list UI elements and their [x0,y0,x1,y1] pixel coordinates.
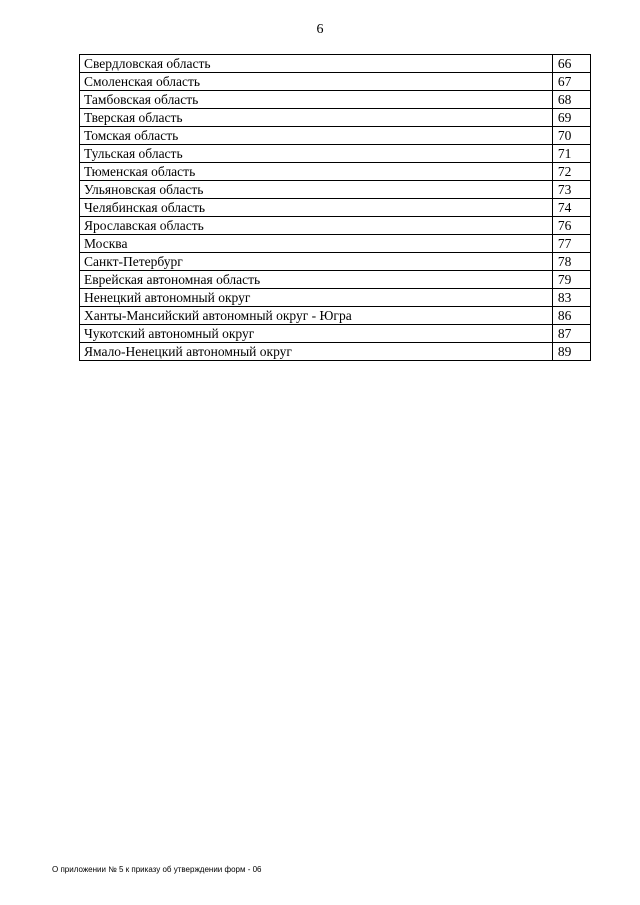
table-row [80,217,591,235]
table-row [80,73,591,91]
table-row [80,235,591,253]
table-row [80,253,591,271]
region-name-cell: Ярославская область [80,217,553,235]
table-row [80,325,591,343]
table-row [80,109,591,127]
region-name-cell: Ненецкий автономный округ [80,289,553,307]
region-code-cell: 68 [552,91,590,109]
region-name-cell: Свердловская область [80,55,553,73]
footer-note: О приложении № 5 к приказу об утверждении форм - 06 [52,865,262,874]
region-code-table [79,54,591,361]
region-name-cell: Челябинская область [80,199,553,217]
region-name-cell: Ханты-Мансийский автономный округ - Югра [80,307,553,325]
region-table-body [80,55,591,361]
region-name-cell: Санкт-Петербург [80,253,553,271]
table-row [80,289,591,307]
region-name-cell: Тверская область [80,109,553,127]
region-code-cell: 73 [552,181,590,199]
region-code-cell: 76 [552,217,590,235]
region-code-cell: 77 [552,235,590,253]
table-row [80,181,591,199]
page-number: 6 [316,22,324,37]
region-name-cell: Ямало-Ненецкий автономный округ [80,343,553,361]
region-name-cell: Томская область [80,127,553,145]
table-row [80,145,591,163]
region-code-cell: 78 [552,253,590,271]
region-code-cell: 72 [552,163,590,181]
region-name-cell: Москва [80,235,553,253]
table-row [80,91,591,109]
region-code-cell: 66 [552,55,590,73]
table-row [80,55,591,73]
table-row [80,271,591,289]
region-name-cell: Чукотский автономный округ [80,325,553,343]
region-code-cell: 71 [552,145,590,163]
region-code-cell: 79 [552,271,590,289]
region-code-cell: 67 [552,73,590,91]
region-name-cell: Еврейская автономная область [80,271,553,289]
region-name-cell: Смоленская область [80,73,553,91]
region-code-cell: 87 [552,325,590,343]
region-code-cell: 70 [552,127,590,145]
region-code-cell: 74 [552,199,590,217]
region-name-cell: Тюменская область [80,163,553,181]
table-row [80,163,591,181]
region-name-cell: Тамбовская область [80,91,553,109]
region-code-cell: 86 [552,307,590,325]
table-row [80,127,591,145]
region-code-cell: 83 [552,289,590,307]
table-row [80,199,591,217]
region-name-cell: Ульяновская область [80,181,553,199]
region-name-cell: Тульская область [80,145,553,163]
table-row [80,343,591,361]
table-row [80,307,591,325]
region-code-cell: 89 [552,343,590,361]
region-code-cell: 69 [552,109,590,127]
